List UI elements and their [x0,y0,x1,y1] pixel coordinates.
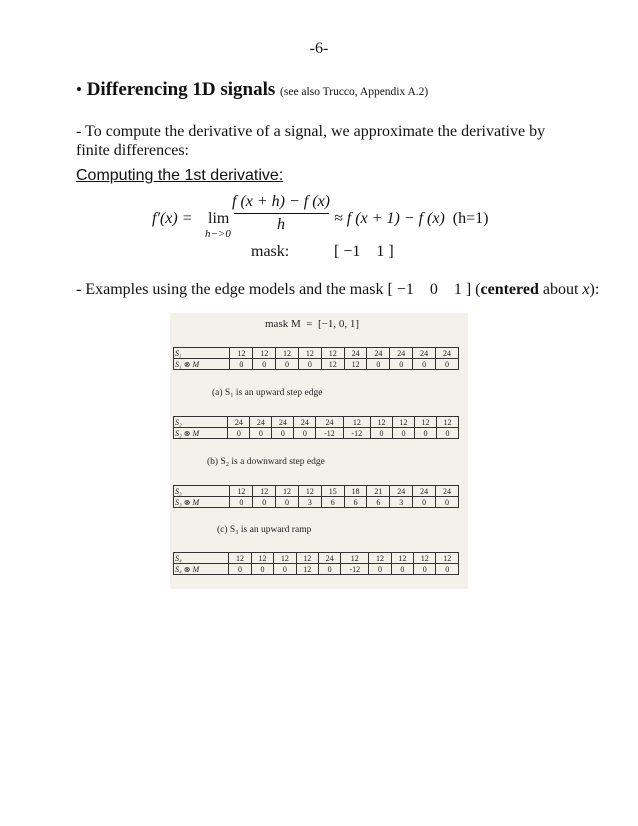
response-cell: 0 [229,564,251,575]
response-cell: 0 [391,564,413,575]
response-cell: 0 [436,564,459,575]
formula-lim: lim [208,210,230,227]
signal-table [173,485,459,508]
response-cell: 0 [251,564,273,575]
table-caption: (b) S₂ is a downward step edge [207,457,325,467]
signal-table [173,416,459,439]
signal-cell: 12 [276,348,299,359]
formula-lhs: f′(x) = [152,210,193,227]
signal-cell: 24 [436,486,459,497]
response-cell: 0 [272,428,294,439]
response-cell: -12 [316,428,343,439]
response-cell: 0 [253,359,276,370]
signal-cell: 24 [390,348,413,359]
response-cell: 0 [276,497,299,508]
subheading: Computing the 1st derivative: [76,167,284,184]
signal-cell: 24 [228,417,250,428]
response-cell: 0 [230,497,253,508]
signal-cell: 12 [229,553,251,564]
signal-cell: 15 [321,486,344,497]
signal-cell: 12 [274,553,296,564]
signal-cell: 12 [341,553,369,564]
signal-cell: 24 [272,417,294,428]
heading-reference: (see also Trucco, Appendix A.2) [280,86,429,98]
signal-cell: 12 [321,348,344,359]
formula-approx: ≈ f (x + 1) − f (x) [334,210,445,227]
signal-cell: 12 [251,553,273,564]
signal-cell: 24 [344,348,367,359]
signal-cell: 24 [316,417,343,428]
signal-cell: 24 [250,417,272,428]
mask-value: [ −1 1 ] [334,243,394,260]
examples-text: - Examples using the edge models and the mask [ −1 0 1 ] ( [76,281,481,298]
signal-cell: 12 [253,486,276,497]
response-cell: 0 [298,359,321,370]
response-cell: 0 [437,428,459,439]
signal-cell: 24 [436,348,459,359]
signal-cell: 12 [436,553,459,564]
page-number: -6- [309,40,329,57]
response-cell: 12 [344,359,367,370]
signal-cell: 12 [230,348,253,359]
heading-title: Differencing 1D signals [86,79,276,100]
response-cell: 0 [414,564,436,575]
response-cell: 0 [274,564,296,575]
response-cell: 3 [390,497,413,508]
examples-after: about [538,281,583,298]
signal-cell: 24 [413,348,436,359]
response-cell: 0 [369,564,391,575]
signal-label: S₁ [174,348,230,359]
table-caption: (c) S₃ is an upward ramp [217,525,312,535]
formula-rhs [334,210,488,228]
signal-cell: 12 [414,553,436,564]
response-label: S₂ ⊗ M [174,428,228,439]
signal-cell: 12 [230,486,253,497]
signal-cell: 12 [298,348,321,359]
response-cell: 6 [367,497,390,508]
signal-label: S₂ [174,417,228,428]
examples-var: x [582,281,590,298]
response-cell: -12 [341,564,369,575]
response-cell: 12 [296,564,318,575]
signal-cell: 12 [253,348,276,359]
signal-cell: 21 [367,486,390,497]
table-caption: (a) S₁ is an upward step edge [212,388,323,398]
signal-table [173,552,459,575]
response-cell: 0 [413,359,436,370]
signal-cell: 24 [294,417,316,428]
response-cell: 0 [318,564,340,575]
examples-bold: centered [480,281,539,298]
response-cell: 0 [436,497,459,508]
response-cell: 0 [390,359,413,370]
response-cell: 0 [413,497,436,508]
formula-h-note: (h=1) [452,210,489,227]
response-label: S₄ ⊗ M [174,564,229,575]
signal-cell: 12 [415,417,437,428]
response-label: S₁ ⊗ M [174,359,230,370]
formula-numerator: f (x + h) − f (x) [232,193,330,210]
signal-cell: 24 [390,486,413,497]
signal-cell: 12 [276,486,299,497]
signal-cell: 12 [296,553,318,564]
signal-label: S₃ [174,486,230,497]
signal-cell: 12 [393,417,415,428]
response-cell: 0 [230,359,253,370]
mask-label: mask: [251,243,290,260]
fraction-bar [234,213,329,214]
response-cell: -12 [343,428,370,439]
section-heading [76,79,428,101]
response-cell: 0 [294,428,316,439]
signal-cell: 24 [367,348,390,359]
signal-table [173,347,459,370]
signal-cell: 12 [391,553,413,564]
figure-title: mask M = [−1, 0, 1] [265,318,359,330]
formula-denominator: h [277,216,285,233]
response-cell: 0 [393,428,415,439]
formula-lim-subscript: h−>0 [205,228,231,240]
response-cell: 0 [436,359,459,370]
signal-cell: 12 [343,417,370,428]
response-label: S₃ ⊗ M [174,497,230,508]
response-cell: 0 [415,428,437,439]
signal-label: S₄ [174,553,229,564]
response-cell: 0 [371,428,393,439]
response-cell: 0 [228,428,250,439]
signal-cell: 12 [369,553,391,564]
response-cell: 3 [298,497,321,508]
signal-cell: 24 [318,553,340,564]
response-cell: 6 [344,497,367,508]
signal-cell: 12 [437,417,459,428]
examples-line [76,281,599,299]
signal-cell: 24 [413,486,436,497]
response-cell: 0 [250,428,272,439]
response-cell: 12 [321,359,344,370]
intro-paragraph: - To compute the derivative of a signal, we approximate the derivative by finite differences: [76,123,546,159]
signal-cell: 18 [344,486,367,497]
response-cell: 0 [276,359,299,370]
response-cell: 6 [321,497,344,508]
signal-cell: 12 [371,417,393,428]
signal-cell: 12 [298,486,321,497]
response-cell: 0 [253,497,276,508]
examples-end: ): [589,281,600,298]
bullet: • [76,80,82,99]
response-cell: 0 [367,359,390,370]
